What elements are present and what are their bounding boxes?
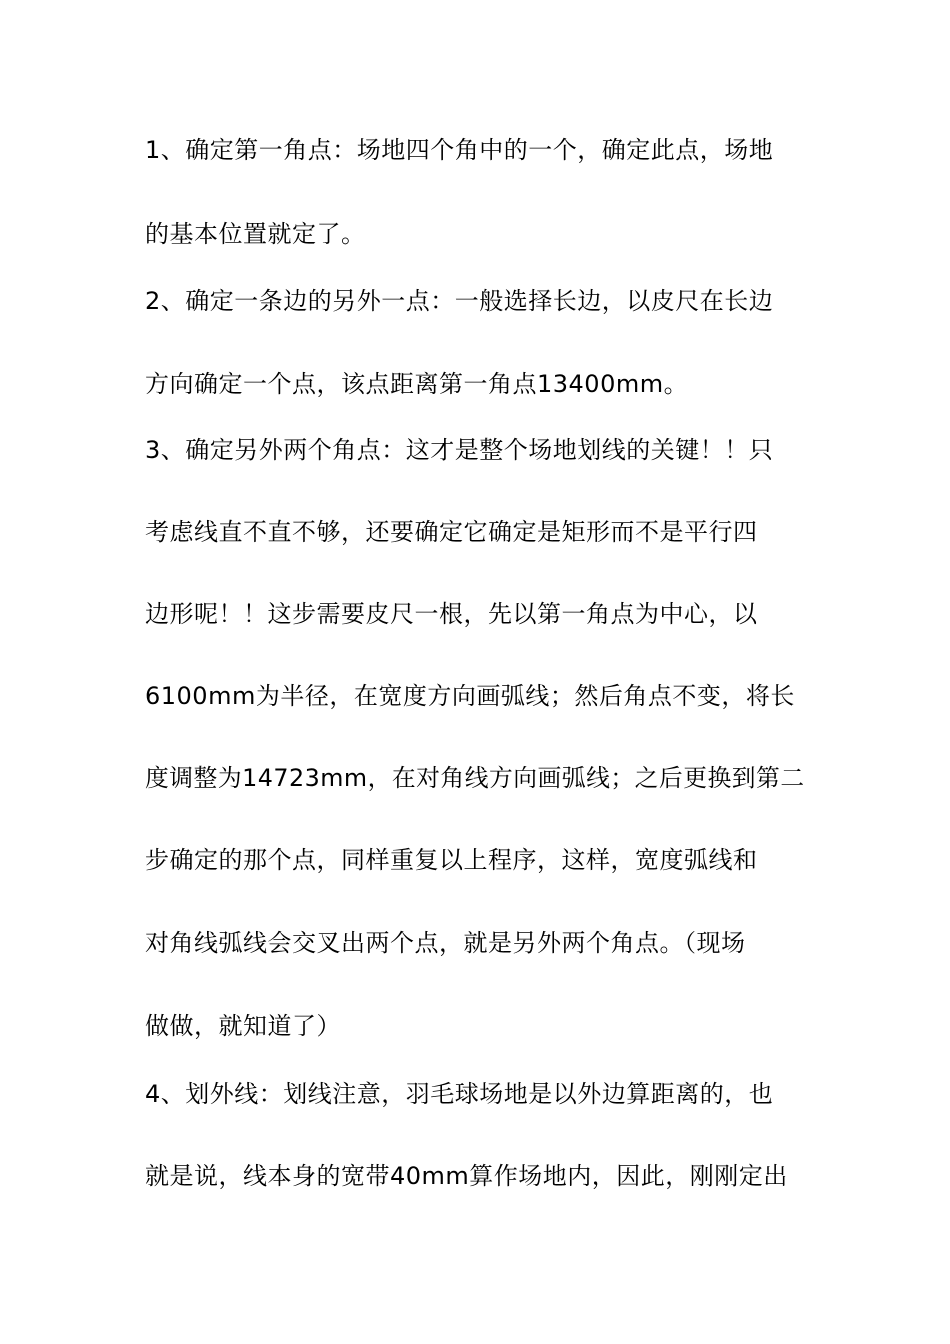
text-line: 的基本位置就定了。 xyxy=(145,220,366,248)
text-line: 步确定的那个点，同样重复以上程序，这样，宽度弧线和 xyxy=(145,846,758,874)
text-line: 1、确定第一角点：场地四个角中的一个，确定此点，场地 xyxy=(145,136,774,164)
text-line: 方向确定一个点，该点距离第一角点13400mm。 xyxy=(145,370,689,398)
text-line: 2、确定一条边的另外一点：一般选择长边，以皮尺在长边 xyxy=(145,287,774,315)
text-line: 对角线弧线会交叉出两个点，就是另外两个角点。（现场 xyxy=(145,929,746,957)
text-line: 做做，就知道了） xyxy=(145,1012,341,1040)
text-line: 边形呢！！这步需要皮尺一根，先以第一角点为中心，以 xyxy=(145,600,758,628)
text-line: 度调整为14723mm，在对角线方向画弧线；之后更换到第二 xyxy=(145,764,805,792)
text-line: 4、划外线：划线注意，羽毛球场地是以外边算距离的，也 xyxy=(145,1080,774,1108)
text-line: 6100mm为半径，在宽度方向画弧线；然后角点不变，将长 xyxy=(145,682,795,710)
text-line: 3、确定另外两个角点：这才是整个场地划线的关键！！只 xyxy=(145,436,774,464)
text-line: 考虑线直不直不够，还要确定它确定是矩形而不是平行四 xyxy=(145,518,758,546)
text-line: 就是说，线本身的宽带40mm算作场地内，因此，刚刚定出 xyxy=(145,1162,788,1190)
